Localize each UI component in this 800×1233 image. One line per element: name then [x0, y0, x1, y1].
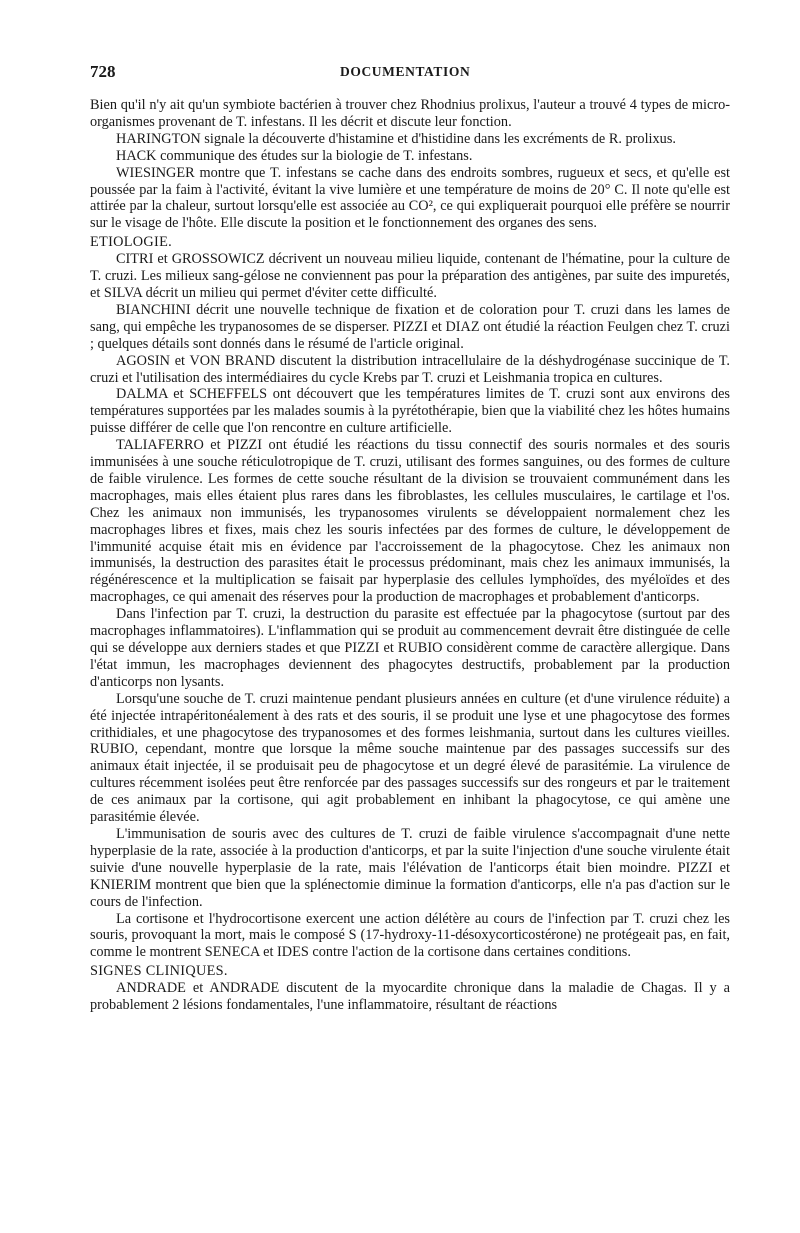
paragraph: Bien qu'il n'y ait qu'un symbiote bactérien à trouver chez Rhodnius prolixus, l'auteur a trouvé 4 types de micro-organismes provenant de T. infestans. Il les décrit et discute leur fonction.	[90, 97, 730, 130]
section-heading: ETIOLOGIE.	[90, 234, 173, 251]
paragraph: La cortisone et l'hydrocortisone exercent une action délétère au cours de l'infection par T. cruzi chez les souris, provoquant la mort, mais le composé S (17-hydroxy-11-désoxycorticostérone) ne protégeait pas, en fait, comme le montrent SENECA et IDES contre l'action de la cortisone dans certaines conditions.	[90, 910, 730, 961]
paragraph: Lorsqu'une souche de T. cruzi maintenue pendant plusieurs années en culture (et d'une virulence réduite) a été injectée intrapéritonéalement à des rats et des souris, il se produit une lyse et une phagocytose des formes crithidiales, et une phagocytose des trypanosomes et des formes leishmania, surtout dans les cultures vieilles. RUBIO, cependant, montre que lorsque la même souche maintenue par des passages successifs sur des animaux était injectée, il se produisait peu de phagocytose et un degré élevé de parasitémie. La virulence de cultures récemment isolées peut être renforcée par des passages successifs sur des rongeurs et par le traitement de ces animaux par la cortisone, qui agit probablement en inhibant la phagocytose, ce qui amène une parasitémie élevée.	[90, 690, 730, 826]
paragraph: DALMA et SCHEFFELS ont découvert que les températures limites de T. cruzi sont aux environs des températures supportées par les malades soumis à la pyrétothérapie, bien que la viabilité chez les hôtes humains puisse différer de celle que l'on rencontre en culture artificielle.	[90, 386, 730, 437]
paragraph: AGOSIN et VON BRAND discutent la distribution intracellulaire de la déshydrogénase succinique de T. cruzi et l'utilisation des intermédiaires du cycle Krebs par T. cruzi et Leishmania tropica en cultures.	[90, 352, 730, 386]
document-body	[90, 97, 730, 1014]
paragraph: BIANCHINI décrit une nouvelle technique de fixation et de coloration pour T. cruzi dans les lames de sang, qui empêche les trypanosomes de se disperser. PIZZI et DIAZ ont étudié la réaction Feulgen chez T. cruzi ; quelques détails sont donnés dans le résumé de l'article original.	[90, 301, 730, 352]
paragraph: TALIAFERRO et PIZZI ont étudié les réactions du tissu connectif des souris normales et des souris immunisées à une souche réticulotropique de T. cruzi, utilisant des formes sanguines, ou des formes de culture de faible virulence. Les formes de cette souche résultant de la division se trouvaient communément dans les macrophages, mais elles étaient plus rares dans les fibroblastes, les cellules musculaires, le cartilage et l'os. Chez les animaux non immunisés, les trypanosomes virulents se développaient normalement chez les macrophages libres et fixes, mais chez les souris infectées par des formes de culture, le développement de l'immunité acquise était mis en évidence par l'accroissement de la phagocytose. Chez les animaux non immunisés, la destruction des parasites était le processus prédominant, mais chez les animaux immunisés, la régénérescence et la multiplication se faisait par hyperplasie des cellules lymphoïdes, des myéloïdes et des macrophages, ce qui amenait des réserves pour la production de macrophages et probablement d'anticorps.	[90, 437, 730, 606]
page-number: 728	[90, 62, 116, 81]
paragraph: Dans l'infection par T. cruzi, la destruction du parasite est effectuée par la phagocytose (surtout par des macrophages inflammatoires). L'inflammation qui se produit au commencement devrait être distinguée de celle qui se développe aux derniers stades et que PIZZI et RUBIO considèrent comme de caractère allergique. Dans l'état immun, les macrophages deviennent des phagocytes destructifs, probablement par la production d'anticorps non lysants.	[90, 606, 730, 690]
paragraph: WIESINGER montre que T. infestans se cache dans des endroits sombres, rugueux et secs, et qu'elle est poussée par la faim à l'activité, évitant la vive lumière et une température de moins de 20° C. Il note qu'elle est attirée par la chaleur, surtout lorsqu'elle est associée au CO², ce qui expliquerait pourquoi elle préfère se nourrir sur le visage de l'hôte. Elle discute la position et le fonctionnement des organes des sens.	[90, 164, 730, 232]
section-heading: SIGNES CLINIQUES.	[90, 963, 228, 980]
paragraph: CITRI et GROSSOWICZ décrivent un nouveau milieu liquide, contenant de l'hématine, pour la culture de T. cruzi. Les milieux sang-gélose ne conviennent pas pour la préparation des antigènes, par suite des impuretés, et SILVA décrit un milieu qui permet d'éviter cette difficulté.	[90, 251, 730, 301]
paragraph: HACK communique des études sur la biologie de T. infestans.	[116, 147, 473, 164]
paragraph: HARINGTON signale la découverte d'histamine et d'histidine dans les excréments de R. prolixus.	[116, 130, 676, 147]
running-title: DOCUMENTATION	[340, 64, 471, 79]
paragraph: ANDRADE et ANDRADE discutent de la myocardite chronique dans la maladie de Chagas. Il y a probablement 2 lésions fondamentales, l'une inflammatoire, résultant de réactions	[90, 980, 730, 1014]
paragraph: L'immunisation de souris avec des cultures de T. cruzi de faible virulence s'accompagnait d'une nette hyperplasie de la rate, associée à la production d'anticorps, et par la suite l'injection d'une souche virulente était suivie d'une nouvelle hyperplasie de la rate, mais l'élévation de l'anticorps était bien moindre. PIZZI et KNIERIM montrent que bien que la splénectomie diminue la formation d'anticorps, elle n'a pas d'action sur le cours de l'infection.	[90, 825, 730, 910]
page-header	[90, 62, 730, 84]
